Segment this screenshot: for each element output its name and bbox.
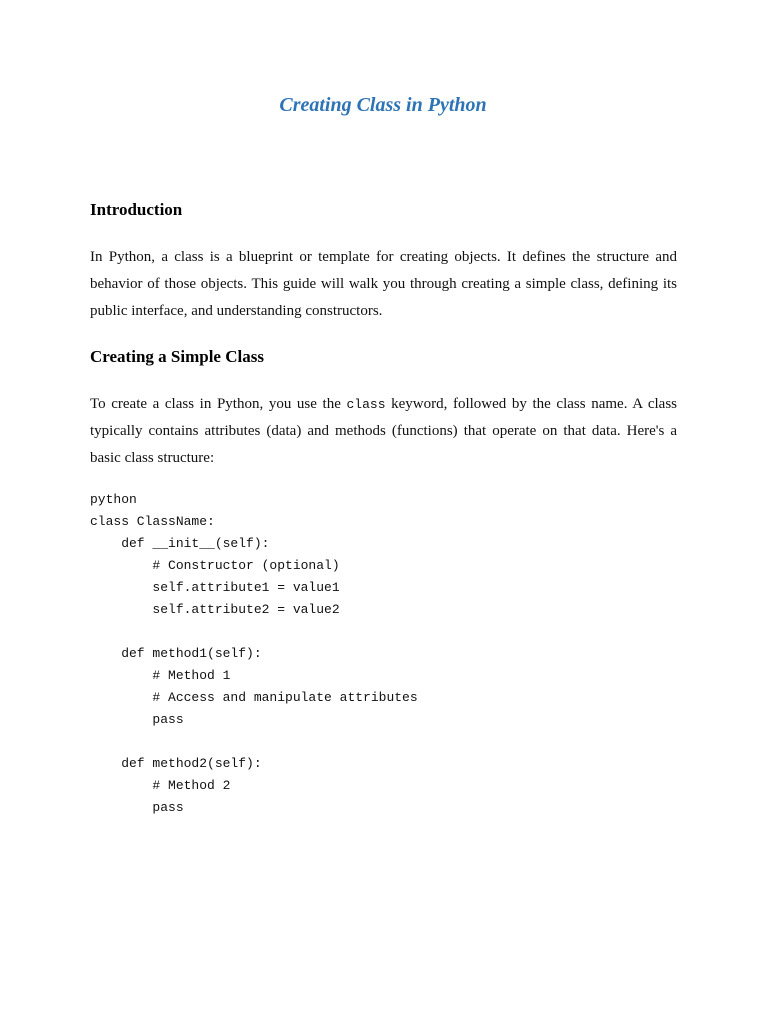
- section-introduction: [90, 199, 677, 221]
- code-line: # Method 1: [90, 668, 231, 683]
- document-title: Creating Class in Python: [279, 94, 487, 116]
- section-heading-introduction: Introduction: [90, 200, 183, 219]
- code-line: [90, 621, 677, 643]
- code-line: self.attribute1 = value1: [90, 580, 340, 595]
- code-block: [90, 489, 677, 819]
- class-paragraph-part-1: To create a class in Python, you use the: [90, 396, 347, 412]
- class-paragraph-container: [90, 391, 677, 472]
- class-paragraph-part-2: keyword, followed by the class name. A class typically contains attributes (data) and methods (functions) that operate on that data. Here's a basic class structure:: [90, 396, 677, 466]
- code-line: # Constructor (optional): [90, 558, 340, 573]
- code-line: self.attribute2 = value2: [90, 602, 340, 617]
- code-line: def method2(self):: [90, 756, 262, 771]
- code-line: [90, 731, 677, 753]
- code-line: pass: [90, 712, 184, 727]
- inline-code-class-keyword: class: [346, 397, 386, 412]
- code-line: def method1(self):: [90, 646, 262, 661]
- code-line: # Access and manipulate attributes: [90, 690, 418, 705]
- class-paragraph: [90, 391, 677, 472]
- code-line: class ClassName:: [90, 514, 215, 529]
- code-line: pass: [90, 800, 184, 815]
- code-line: def __init__(self):: [90, 536, 270, 551]
- section-creating-simple-class: [90, 346, 677, 368]
- intro-paragraph: In Python, a class is a blueprint or template for creating objects. It defines the structure and behavior of those objects. This guide will walk you through creating a simple class, defining its public interface, and understanding constructors.: [90, 249, 677, 319]
- code-line: # Method 2: [90, 778, 231, 793]
- section-heading-creating-simple-class: Creating a Simple Class: [90, 347, 264, 366]
- intro-paragraph-container: [90, 244, 677, 325]
- code-line: python: [90, 492, 137, 507]
